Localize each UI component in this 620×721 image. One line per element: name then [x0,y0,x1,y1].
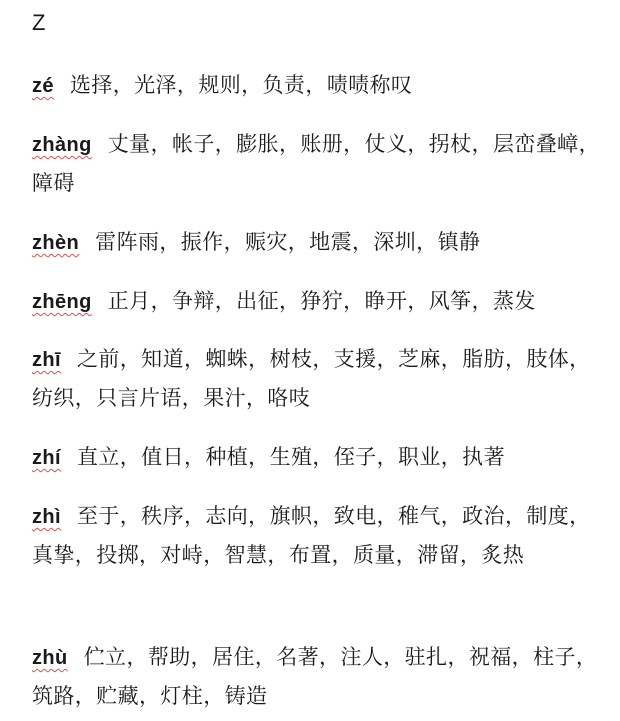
entry-words: 直立，值日，种植，生殖，侄子，职业，执著 [76,445,505,469]
entry-ze [32,66,602,105]
entry-zhi4 [32,497,602,574]
entry-zhi2 [32,438,602,477]
entry-pinyin: zé [32,75,54,97]
entry-pinyin: zhù [32,647,68,669]
entry-words: 至于，秩序，志向，旗帜，致电，稚气，政治，制度，真挚，投掷，对峙，智慧，布置，质量，滞留，炙热 [32,504,591,567]
entry-zhu [32,638,602,715]
entry-words: 雷阵雨，振作，赈灾，地震，深圳，镇静 [95,230,481,254]
entry-pinyin: zhí [32,447,61,469]
entry-pinyin: zhàng [32,134,92,156]
entry-pinyin: zhèn [32,232,80,254]
entry-zhen [32,223,602,262]
entry-words: 之前，知道，蜘蛛，树枝，支援，芝麻，脂肪，肢体，纺织，只言片语，果汁，咯吱 [32,347,591,410]
entry-words: 丈量，帐子，膨胀，账册，仗义，拐杖，层峦叠嶂，障碍 [32,132,600,195]
entry-zhi1 [32,340,602,417]
entry-zheng [32,282,602,321]
entry-words: 正月，争辩，出征，狰狞，睁开，风筝，蒸发 [107,289,536,313]
section-heading: Z [32,10,46,35]
entry-words: 选择，光泽，规则，负责，啧啧称叹 [69,73,413,97]
entry-zhang [32,125,602,202]
entry-pinyin: zhì [32,506,61,528]
entry-pinyin: zhī [32,349,61,371]
entry-pinyin: zhēng [32,291,92,313]
entry-words: 伫立，帮助，居住，名著，注人，驻扎，祝福，柱子，筑路，贮藏，灯柱，铸造 [32,645,598,708]
